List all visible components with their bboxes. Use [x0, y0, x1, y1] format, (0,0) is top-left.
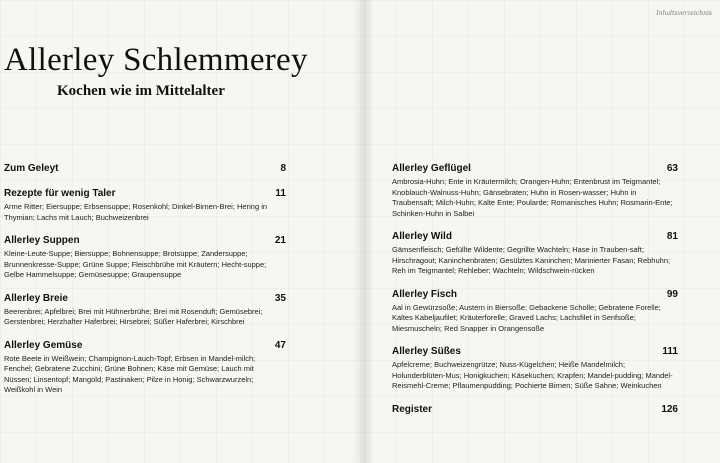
toc-entry-title: Allerley Geflügel: [392, 163, 471, 174]
toc-entry-page: 21: [274, 235, 286, 246]
toc-entry-recipes: Rote Beete in Weißwein; Champignon-Lauch-Topf; Erbsen in Mandel-milch; Fenchel; Gebratene Zucchini; Grüne Bohnen; Käse mit Gemüse; Lauch mit Nüssen; Linsentopf; Mangold; Pastinaken; Pilze in Honig; Schwarzwurzeln; Weißkohl in Wein: [4, 353, 256, 394]
running-header: Inhaltsverzeichnis: [656, 10, 712, 17]
toc-entry-page: 99: [666, 288, 678, 300]
book-title: Allerley Schlemmerey: [4, 42, 308, 78]
toc-entry-recipes: Apfelcreme; Buchweizengrütze; Nuss-Kügelchen; Heiße Mandelmilch; Holunderblüten-Mus; Honigkuchen; Käsekuchen; Krapfen; Mandel-pudding; Mandel-Reismehl-Creme; Pflaumenpudding; Pochierte Birnen; Süße Sahne; Weinkuchen: [392, 360, 673, 390]
toc-entry-recipes: Arme Ritter; Eiersuppe; Erbsensuppe; Rosenkohl; Dinkel-Birnen-Brei; Hering in Thymian; Lachs mit Lauch; Buchweizenbrei: [4, 202, 268, 222]
toc-left-column: [4, 163, 286, 408]
toc-entry-page: 126: [661, 403, 678, 415]
toc-entry: [4, 163, 286, 176]
toc-entry-title: Rezepte für wenig Taler: [4, 188, 116, 199]
toc-entry-title: Zum Geleyt: [4, 163, 59, 174]
toc-entry-recipes: Aal in Gewürzsoße; Austern in Biersoße; Gebackene Scholle; Gebratene Forelle; Kaltes Kabeljaufilet; Kräuterforelle; Graved Lachs; Lachsfilet in Senfsoße; Miesmuscheln; Red Snapper in Orangensoße: [392, 302, 661, 333]
toc-entry-recipes: Ambrosia-Huhn; Ente in Kräutermilch; Orangen-Huhn; Entenbrust im Teigmantel; Knoblauch-Walnuss-Huhn; Gänsebraten; Huhn in Rosen-wasser; Huhn in Traubensaft; Milch-Huhn; Kalte Ente; Poularde; Romanisches Huhn; Rosmarin-Ente; Schinken-Huhn in Salbei: [392, 177, 673, 218]
toc-entry: [4, 340, 286, 396]
toc-entry-title: Allerley Süßes: [392, 346, 461, 357]
toc-entry: [392, 289, 678, 335]
toc-entry-page: 63: [666, 163, 678, 174]
toc-entry-title: Allerley Fisch: [392, 288, 458, 300]
toc-entry-page: 8: [280, 163, 286, 174]
toc-entry: [4, 188, 286, 223]
toc-right-column: [392, 163, 678, 429]
book-subtitle: Kochen wie im Mittelalter: [57, 83, 225, 99]
toc-entry-recipes: Kleine-Leute-Suppe; Biersuppe; Bohnensuppe; Brotsuppe; Zandersuppe; Brunnenkresse-Suppe; Grüne Suppe; Fleischbrühe mit Kräutern; Hecht-suppe; Gelbe Hammelsuppe; Gemüsesuppe; Graupensuppe: [4, 249, 267, 279]
toc-entry: [4, 293, 286, 328]
toc-entry: [392, 231, 678, 277]
toc-entry-page: 81: [666, 231, 678, 242]
toc-entry-title: Allerley Wild: [392, 231, 452, 242]
toc-entry-recipes: Gämsenfleisch; Gefüllte Wildente; Gegrillte Wachteln; Hase in Trauben-saft; Hirschragout; Kaninchenbraten; Gesülztes Kaninchen; Marinierter Fasan; Rebhuhn; Reh im Teigmantel; Rehleber; Wachteln; Wildschwein-rücken: [392, 245, 671, 275]
toc-entry-title: Allerley Suppen: [4, 235, 80, 246]
toc-entry: [392, 404, 678, 417]
toc-entry: [4, 235, 286, 281]
toc-entry-page: 47: [274, 339, 286, 351]
toc-entry-title: Allerley Breie: [4, 292, 68, 304]
toc-entry-recipes: Beerenbrei; Apfelbrei; Brei mit Hühnerbrühe; Brei mit Rosenduft; Gemüsebrei; Gerstenbrei; Herzhafter Haferbrei; Hirsebrei; Süßer Haferbrei; Kirschbrei: [4, 306, 263, 326]
toc-entry-title: Register: [392, 403, 433, 415]
toc-entry-page: 11: [275, 188, 286, 199]
book-spine-shadow: [352, 0, 374, 463]
toc-entry: [392, 346, 678, 392]
toc-entry-page: 35: [274, 292, 286, 304]
toc-entry: [392, 163, 678, 219]
toc-entry-page: 111: [662, 346, 678, 357]
toc-entry-title: Allerley Gemüse: [4, 339, 83, 351]
